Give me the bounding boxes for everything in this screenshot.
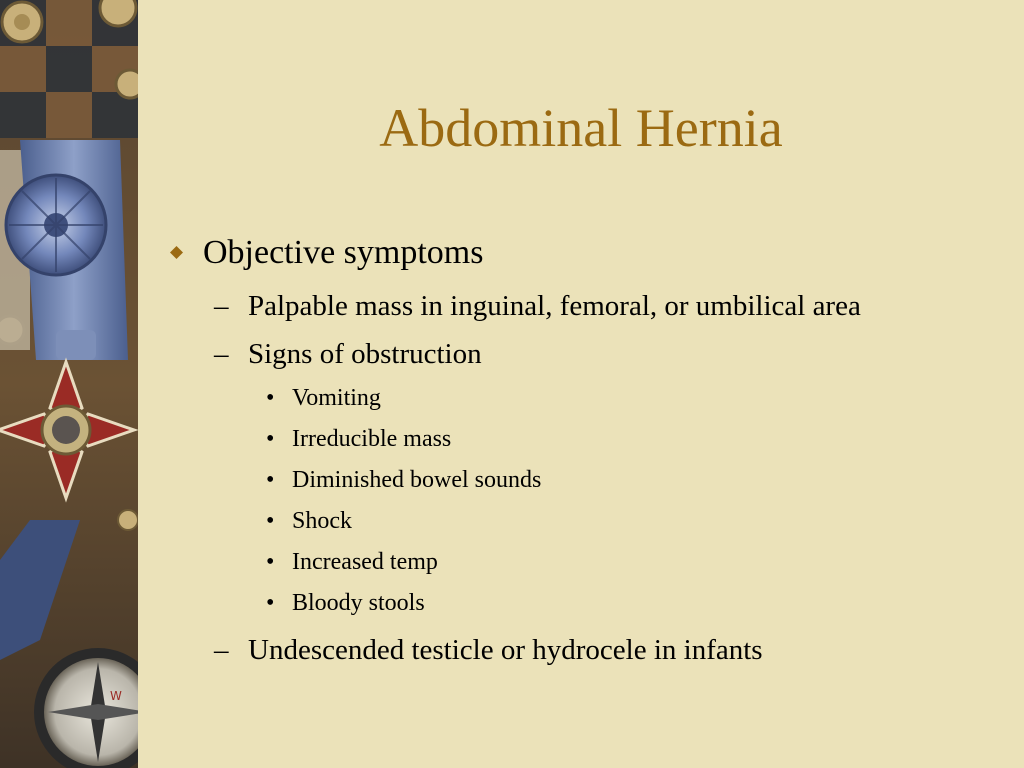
sub-sub-bullet-text: Bloody stools <box>292 590 425 616</box>
dot-marker: • <box>266 549 275 575</box>
sub-bullet-text: Signs of obstruction <box>248 338 482 370</box>
sub-sub-bullet-text: Shock <box>292 508 352 534</box>
dash-marker: – <box>214 634 229 666</box>
medal-compass-collage-icon <box>0 0 138 768</box>
sub-bullet-text: Palpable mass in inguinal, femoral, or umbilical area <box>248 290 861 322</box>
dash-marker: – <box>214 290 229 322</box>
sub-sub-bullet-text: Irreducible mass <box>292 426 452 452</box>
dot-marker: • <box>266 508 275 534</box>
sub-sub-bullet-text: Increased temp <box>292 549 438 575</box>
svg-text:W: W <box>110 689 122 703</box>
diamond-bullet-icon <box>170 246 183 259</box>
bullet-text: Objective symptoms <box>203 234 484 271</box>
dot-marker: • <box>266 385 275 411</box>
dot-marker: • <box>266 467 275 493</box>
sub-sub-bullet-text: Vomiting <box>292 385 381 411</box>
dash-marker: – <box>214 338 229 370</box>
sub-bullet-text: Undescended testicle or hydrocele in infants <box>248 634 763 666</box>
sub-sub-bullet-text: Diminished bowel sounds <box>292 467 542 493</box>
dot-marker: • <box>266 590 275 616</box>
dot-marker: • <box>266 426 275 452</box>
slide-title: Abdominal Hernia <box>379 98 783 158</box>
